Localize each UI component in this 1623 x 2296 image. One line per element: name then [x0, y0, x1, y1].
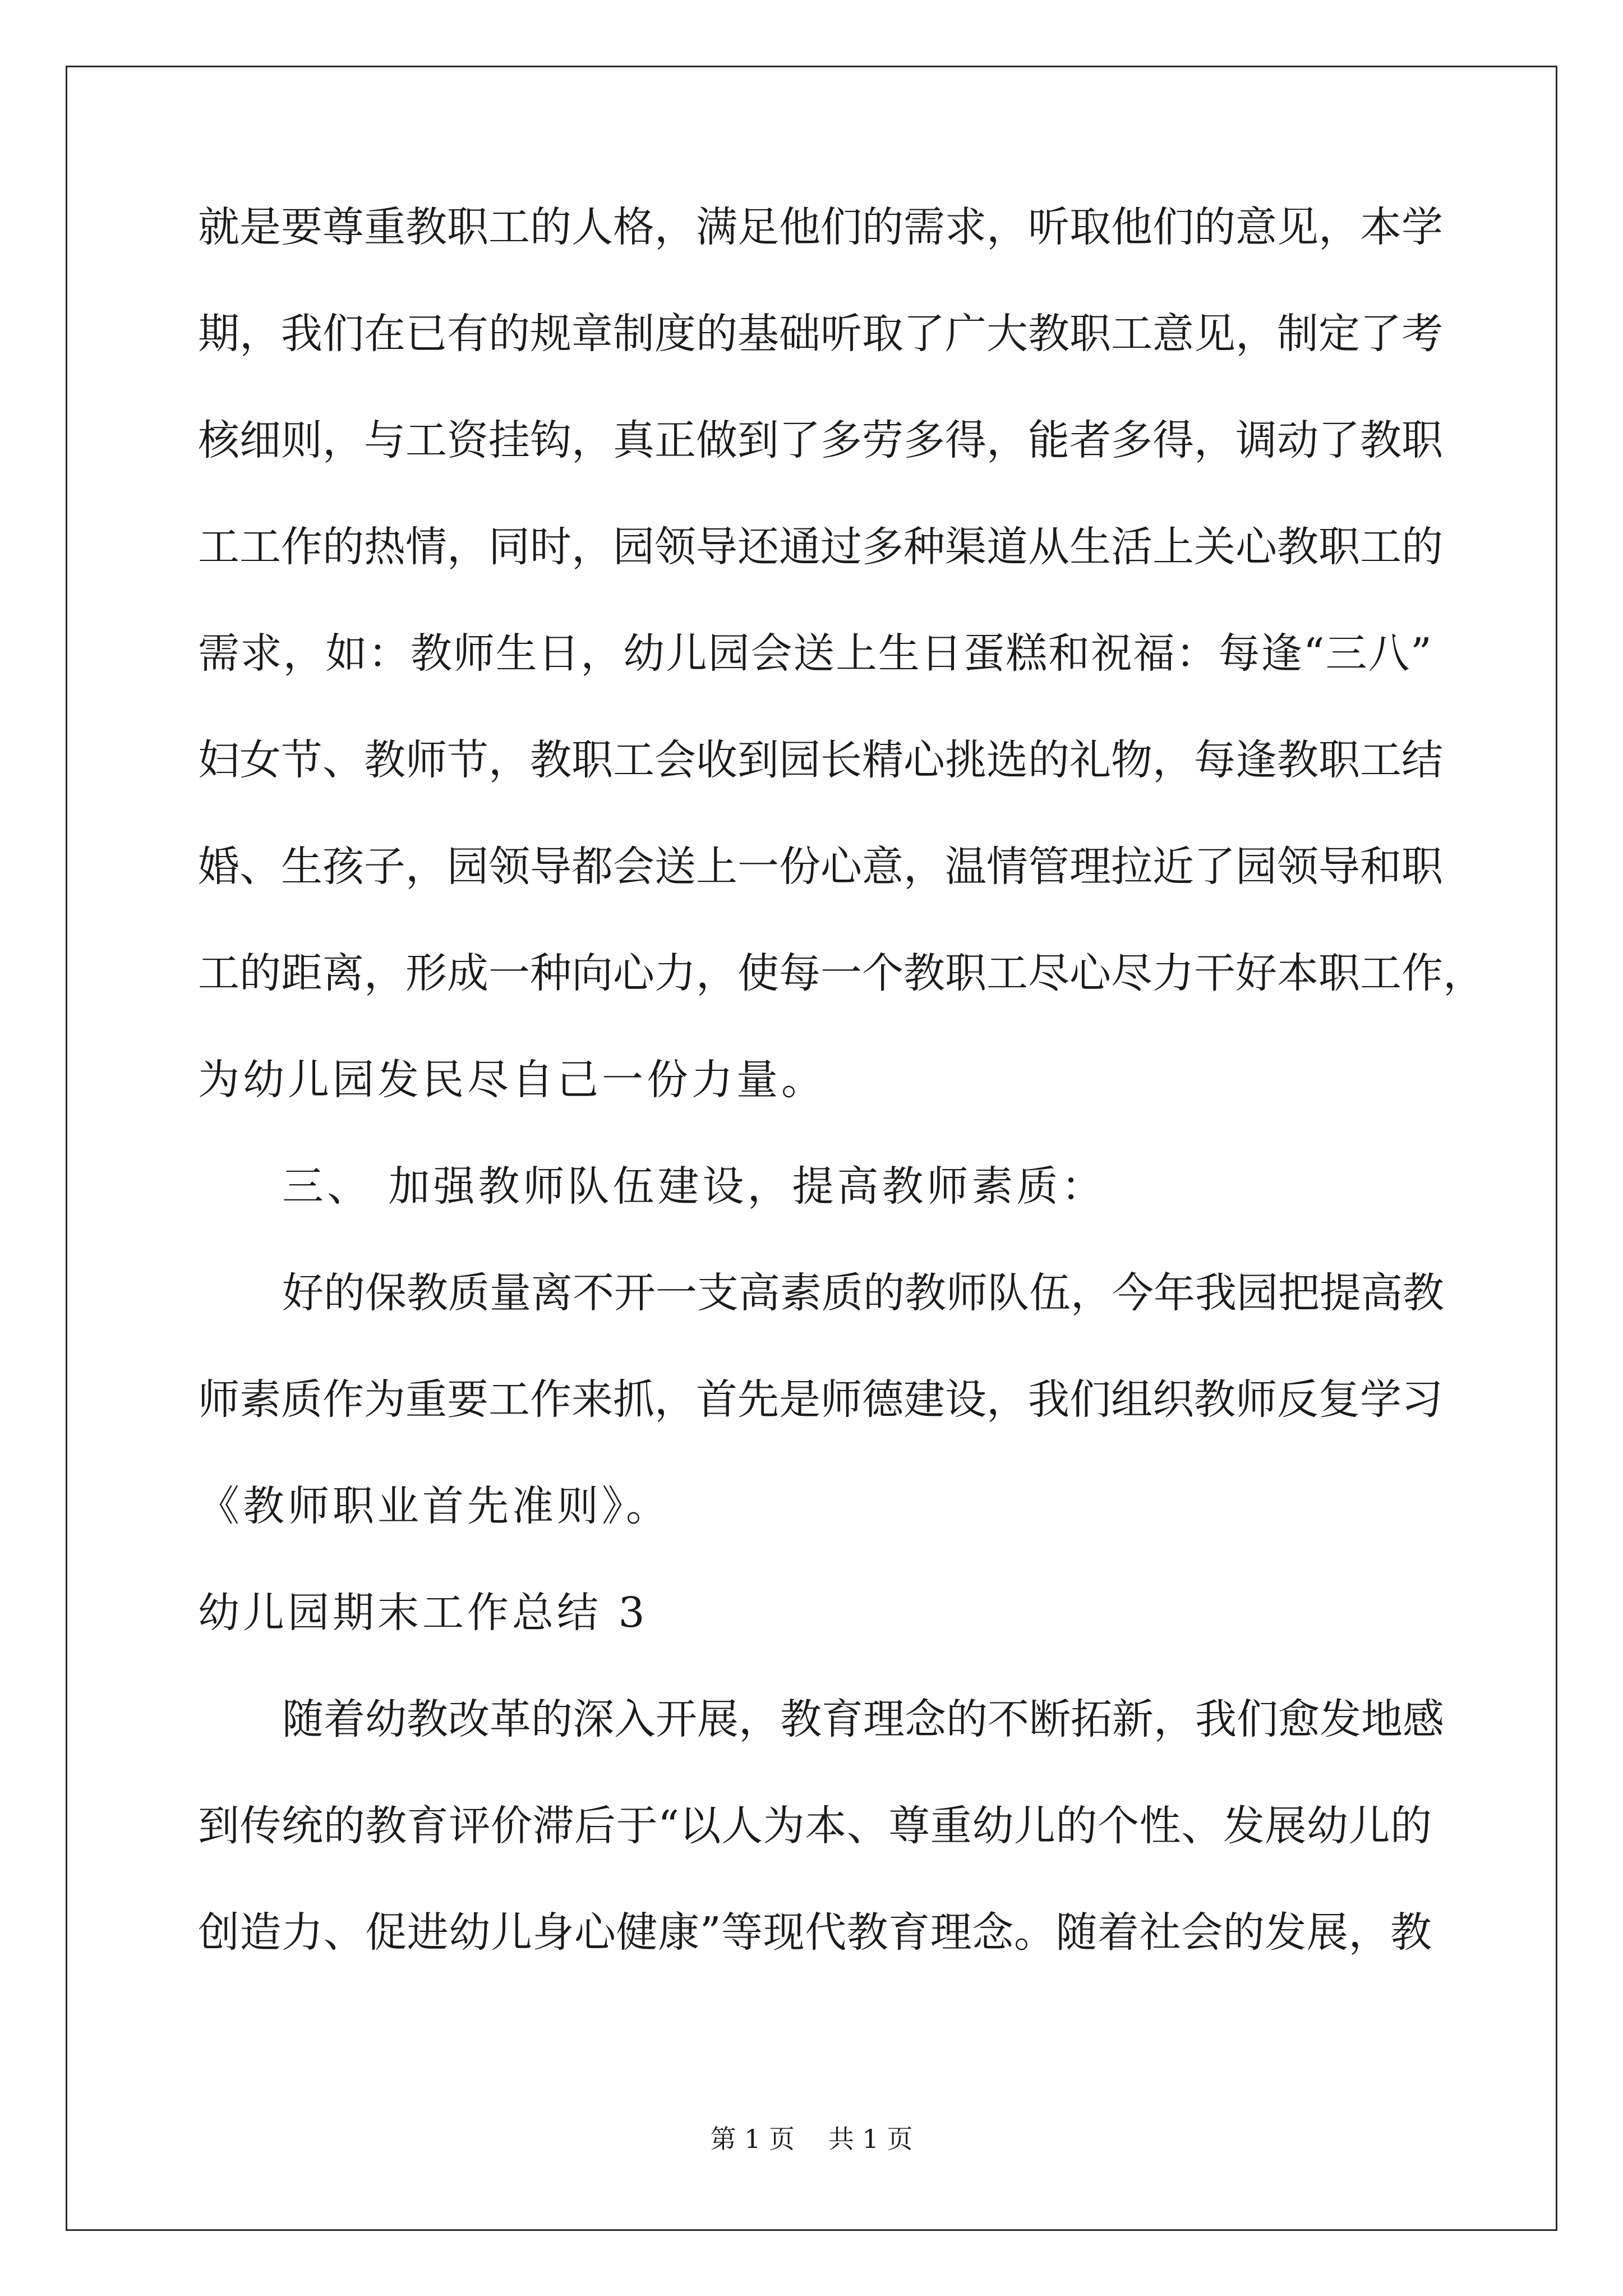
- paragraph-line: 《教师职业首先准则》。: [198, 1482, 671, 1530]
- paragraph-line: 期，我们在已有的规章制度的基础听取了广大教职工意见，制定了考: [198, 310, 1443, 358]
- page-total: 共 1 页: [828, 2124, 913, 2154]
- paragraph-line: 需求，如：教师生日，幼儿园会送上生日蛋糕和祝福：每逢“三八”: [198, 629, 1432, 678]
- paragraph-line: 到传统的教育评价滞后于“以人为本、尊重幼儿的个性、发展幼儿的: [198, 1802, 1432, 1850]
- paragraph-line: 好的保教质量离不开一支高素质的教师队伍，今年我园把提高教: [282, 1269, 1444, 1317]
- paragraph-line: 创造力、促进幼儿身心健康”等现代教育理念。随着社会的发展，教: [198, 1908, 1432, 1957]
- paragraph-line: 随着幼教改革的深入开展，教育理念的不断拓新，我们愈发地感: [282, 1695, 1444, 1743]
- paragraph-line: 师素质作为重要工作来抓，首先是师德建设，我们组织教师反复学习: [198, 1375, 1443, 1424]
- section-heading: 三、 加强教师队伍建设，提高教师素质：: [282, 1162, 1106, 1211]
- paragraph-line: 核细则，与工资挂钩，真正做到了多劳多得，能者多得，调动了教职: [198, 416, 1443, 464]
- paragraph-line: 工的距离，形成一种向心力，使每一个教职工尽心尽力干好本职工作，: [198, 949, 1484, 997]
- page-number: 第 1 页: [710, 2124, 795, 2154]
- paragraph-line: 妇女节、教师节，教职工会收到园长精心挑选的礼物，每逢教职工结: [198, 736, 1443, 784]
- paragraph-line: 就是要尊重教职工的人格，满足他们的需求，听取他们的意见，本学: [198, 203, 1443, 251]
- paragraph-line: 婚、生孩子，园领导都会送上一份心意，温情管理拉近了园领导和职: [198, 843, 1443, 891]
- paragraph-line: 为幼儿园发民尽自己一份力量。: [198, 1056, 826, 1104]
- page-footer: [0, 2122, 1623, 2156]
- document-title: 幼儿园期末工作总结 3: [198, 1589, 648, 1637]
- paragraph-line: 工工作的热情，同时，园领导还通过多种渠道从生活上关心教职工的: [198, 523, 1443, 571]
